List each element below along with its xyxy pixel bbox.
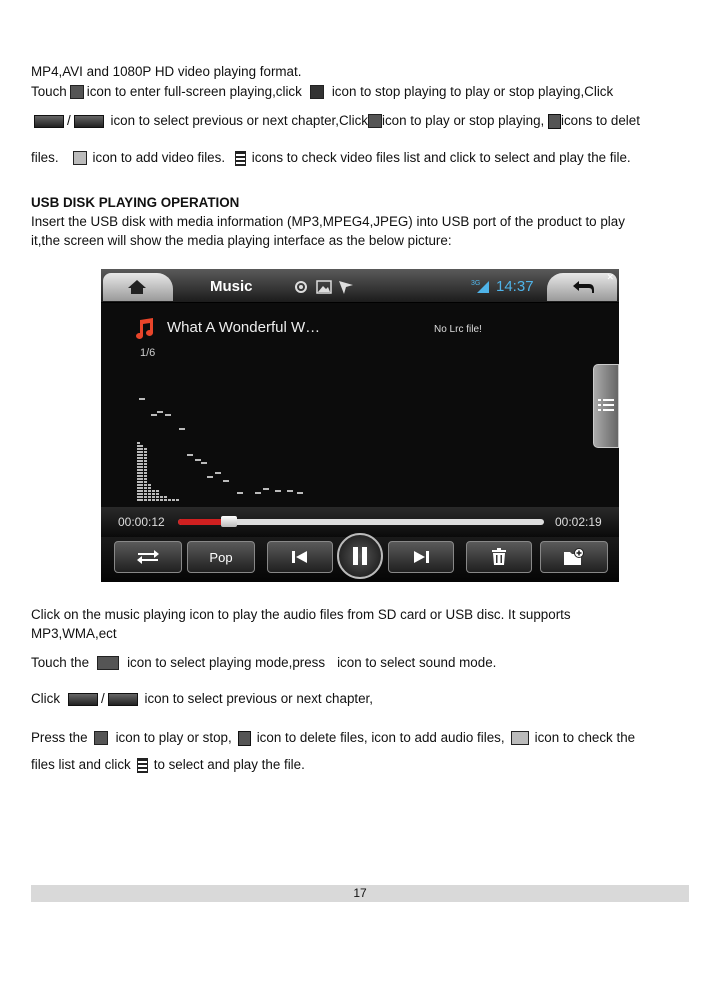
add-file-icon — [73, 151, 87, 165]
home-icon — [127, 279, 147, 295]
close-icon[interactable]: ✕ — [606, 272, 614, 282]
previous-icon — [291, 550, 309, 564]
stop-icon — [310, 85, 324, 99]
svg-text:3G: 3G — [471, 280, 481, 287]
delete-button[interactable] — [466, 541, 532, 573]
fullscreen-icon — [70, 85, 84, 99]
previous-icon — [68, 693, 98, 706]
total-time: 00:02:19 — [555, 515, 602, 529]
after-line-6: files list and click to select and play the file. — [31, 757, 305, 772]
picture-icon — [317, 281, 331, 293]
delete-icon — [238, 731, 251, 746]
intro-line-1: MP4,AVI and 1080P HD video playing format. — [31, 64, 302, 79]
after-paragraph-1: Click on the music playing icon to play the audio files from SD card or USB disc. It supports — [31, 607, 571, 622]
play-mode-button[interactable] — [114, 541, 182, 573]
list-icon — [511, 731, 529, 745]
page-number: 17 — [353, 886, 367, 900]
previous-icon — [34, 115, 64, 128]
repeat-mode-icon — [136, 549, 160, 565]
seek-handle[interactable] — [221, 516, 237, 527]
after-line-5: Press the icon to play or stop, icon to delete files, icon to add audio files, icon to check the — [31, 730, 636, 745]
after-paragraph-2: MP3,WMA,ect — [31, 626, 117, 641]
clock: 14:37 — [496, 278, 534, 295]
back-icon — [571, 279, 595, 295]
lyrics-status: No Lrc file! — [434, 324, 482, 335]
next-button[interactable] — [388, 541, 454, 573]
usb-paragraph-2: it,the screen will show the media playing interface as the below picture: — [31, 233, 452, 248]
control-bar — [101, 537, 619, 582]
song-title: What A Wonderful W… — [167, 319, 321, 336]
page-footer — [31, 885, 689, 902]
section-heading: USB DISK PLAYING OPERATION — [31, 195, 240, 210]
intro-line-2: Touch icon to enter full-screen playing,click icon to stop playing to play or stop playing,Click — [31, 84, 614, 99]
delete-icon — [491, 548, 507, 566]
after-line-3: Touch the icon to select playing mode,press icon to select sound mode. — [31, 655, 497, 670]
home-button[interactable] — [103, 273, 173, 301]
seek-bar[interactable] — [178, 519, 544, 525]
after-line-4: Click / icon to select previous or next chapter, — [31, 691, 373, 706]
signal-indicator — [471, 277, 493, 298]
next-icon — [108, 693, 138, 706]
music-note-icon — [133, 318, 155, 343]
list-icon — [598, 398, 614, 412]
audio-spectrum — [135, 384, 355, 502]
usb-paragraph-1: Insert the USB disk with media information (MP3,MPEG4,JPEG) into USB port of the product to play — [31, 214, 625, 229]
next-icon — [412, 550, 430, 564]
list-icon — [137, 758, 148, 773]
sound-mode-button[interactable]: Pop — [187, 541, 255, 573]
add-files-button[interactable] — [540, 541, 608, 573]
pause-icon — [351, 546, 369, 566]
repeat-mode-icon — [97, 656, 119, 670]
status-icons — [293, 278, 363, 299]
track-counter: 1/6 — [140, 347, 156, 359]
elapsed-time: 00:00:12 — [118, 515, 165, 529]
pause-button[interactable] — [337, 533, 383, 579]
play-pause-icon — [368, 114, 382, 128]
next-icon — [74, 115, 104, 128]
play-pause-icon — [94, 731, 108, 745]
intro-line-3: / icon to select previous or next chapter,Click icon to play or stop playing, icons to delet — [31, 113, 640, 129]
gps-icon — [296, 282, 306, 292]
app-title: Music — [210, 278, 253, 295]
playlist-tab[interactable] — [593, 364, 619, 448]
previous-button[interactable] — [267, 541, 333, 573]
intro-line-4: files. icon to add video files. icons to check video files list and click to select and play the file. — [31, 150, 631, 165]
navigation-icon — [339, 281, 353, 294]
media-player-screenshot — [101, 269, 619, 582]
list-icon — [235, 151, 246, 166]
add-folder-icon — [563, 548, 585, 566]
delete-icon — [548, 114, 561, 129]
